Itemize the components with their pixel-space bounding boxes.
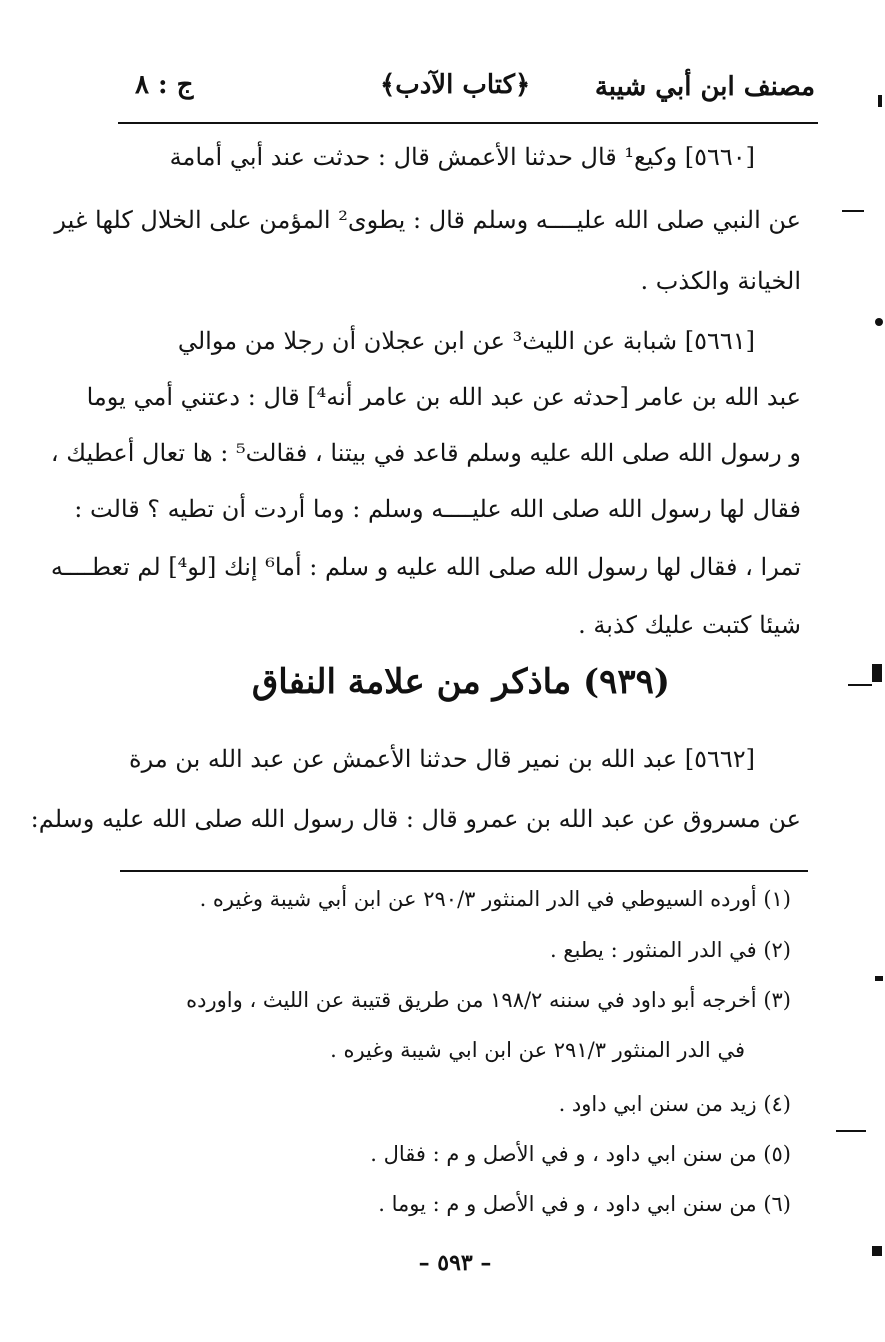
footnote: (٣) أخرجه أبو داود في سننه ١٩٨/٢ من طريق قتيبة عن الليث ، واورده [186,988,791,1012]
footnote: (٤) زيد من سنن ابي داود . [558,1092,791,1116]
book-title: مصنف ابن أبي شيبة [594,72,815,102]
footnote: (٢) في الدر المنثور : يطبع . [549,938,791,962]
body-line: عن مسروق عن عبد الله بن عمرو قال : قال رسول الله صلى الله عليه وسلم: [30,805,801,833]
scan-edge-mark [836,1130,866,1132]
body-line: [٥٦٦١] شبابة عن الليث³ عن ابن عجلان أن رجلا من موالي [177,327,755,355]
footnote: (٦) من سنن ابي داود ، و في الأصل و م : يوما . [378,1192,791,1216]
body-line: فقال لها رسول الله صلى الله عليــــه وسلم : وما أردت أن تطيه ؟ قالت : [74,495,801,523]
page-number: – ٥٩٣ – [418,1250,492,1276]
section-heading: (٩٣٩) ماذكر من علامة النفاق [251,662,670,702]
body-line: و رسول الله صلى الله عليه وسلم قاعد في بيتنا ، فقالت⁵ : ها تعال أعطيك ، [50,439,801,467]
body-line: [٥٦٦٢] عبد الله بن نمير قال حدثنا الأعمش عن عبد الله بن مرة [129,745,755,773]
body-line: الخيانة والكذب . [640,267,801,295]
volume-number: ج : ٨ [135,70,194,100]
body-line: تمرا ، فقال لها رسول الله صلى الله عليه و سلم : أما⁶ إنك [لو⁴] لم تعطــــه [50,553,801,581]
scan-edge-mark [848,684,872,686]
footnote: (١) أورده السيوطي في الدر المنثور ٢٩٠/٣ عن ابن أبي شيبة وغيره . [199,887,791,911]
body-line: عبد الله بن عامر [حدثه عن عبد الله بن عامر أنه⁴] قال : دعتني أمي يوما [86,383,801,411]
body-line: [٥٦٦٠] وكيع¹ قال حدثنا الأعمش قال : حدثت عند أبي أمامة [169,143,755,171]
scan-edge-mark [872,1246,882,1256]
scan-edge-mark [872,664,882,682]
body-line: عن النبي صلى الله عليــــه وسلم قال : يطوى² المؤمن على الخلال كلها غير [54,206,801,234]
scan-edge-mark [878,95,882,107]
scan-edge-mark [875,976,883,981]
footnote: (٥) من سنن ابي داود ، و في الأصل و م : فقال . [370,1142,791,1166]
body-line: شيئا كتبت عليك كذبة . [578,611,801,639]
footnote-rule [120,870,808,872]
footnote: في الدر المنثور ٢٩١/٣ عن ابن ابي شيبة وغيره . [330,1038,745,1062]
scan-edge-mark [875,318,883,326]
chapter-title: ﴿كتاب الآدب﴾ [380,70,531,100]
scan-edge-mark [842,210,864,212]
header-rule [118,122,818,124]
